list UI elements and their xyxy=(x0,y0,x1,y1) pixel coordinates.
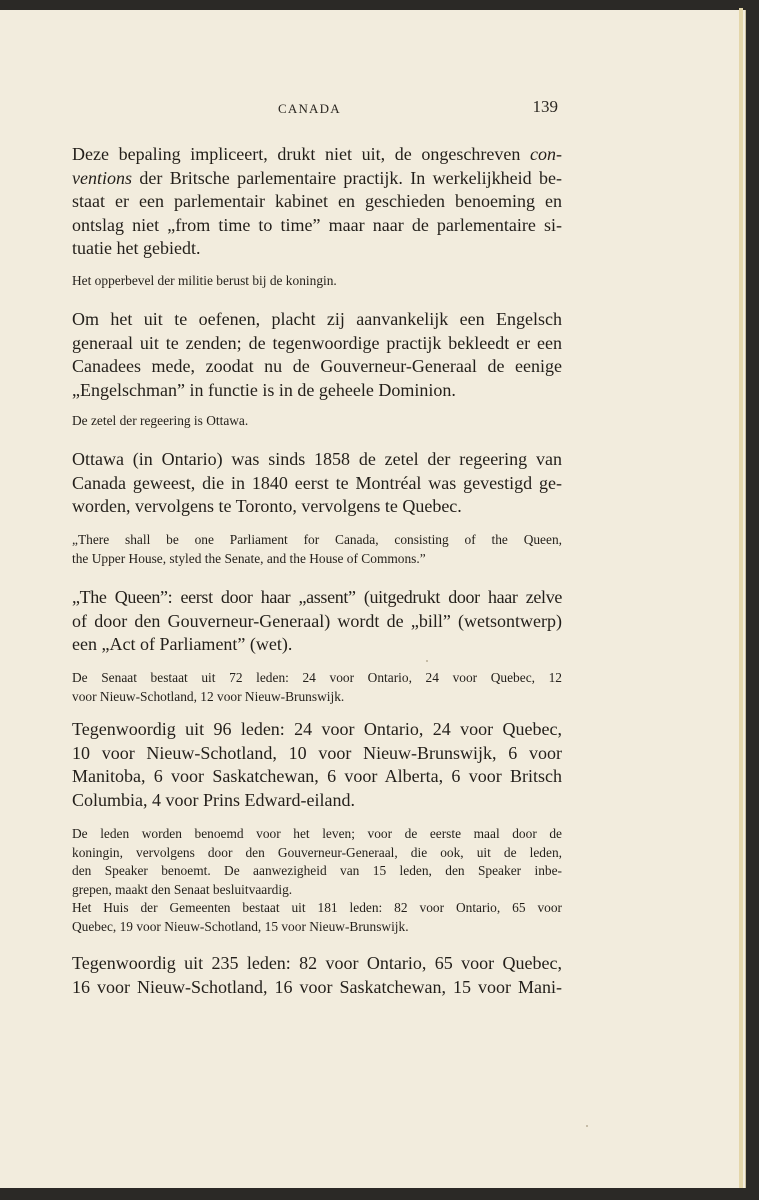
paper-speck xyxy=(586,1125,588,1127)
page-header xyxy=(72,97,562,119)
text-line: generaal uit te zenden; de tegenwoordige practijk bekleedt er een xyxy=(72,332,562,353)
running-head: CANADA xyxy=(278,101,341,116)
text-line: ontslag niet „from time to time” maar naar de parlementaire si- xyxy=(72,214,562,235)
text-line: worden, vervolgens te Toronto, vervolgens te Quebec. xyxy=(72,496,462,517)
text-line: Canadees mede, zoodat nu de Gouverneur-Generaal de eenige xyxy=(72,356,562,377)
paragraph-senate-members xyxy=(72,718,562,812)
paragraph-queen xyxy=(72,586,562,657)
text-line: 16 voor Nieuw-Schotland, 16 voor Saskatchewan, 15 voor Mani- xyxy=(72,976,562,997)
text-line: koningin, vervolgens door den Gouverneur-Generaal, die ook, uit de leden, xyxy=(72,844,562,860)
text-line: „There shall be one Parliament for Canada, consisting of the Queen, xyxy=(72,532,562,547)
text-line: 10 voor Nieuw-Schotland, 10 voor Nieuw-Brunswijk, 6 voor xyxy=(72,742,562,763)
paper-speck xyxy=(426,660,428,662)
article-militia xyxy=(72,272,562,291)
text-line: „The Queen”: eerst door haar „assent” (uitgedrukt door haar zelve xyxy=(72,587,562,607)
text-line: De zetel der regeering is Ottawa. xyxy=(72,413,249,428)
text-line: den Speaker benoemt. De aanwezigheid van 15 leden, den Speaker inbe- xyxy=(72,863,562,878)
text-line: Canada geweest, die in 1840 eerst te Montréal was gevestigd ge- xyxy=(72,472,562,493)
text-line: Columbia, 4 voor Prins Edward-eiland. xyxy=(72,789,355,810)
italic-term: con- xyxy=(530,144,562,164)
paragraph-house-members xyxy=(72,952,562,999)
paragraph-militia xyxy=(72,308,562,402)
text-line: grepen, maakt den Senaat besluitvaardig. xyxy=(72,881,293,897)
text-line: Quebec, 19 voor Nieuw-Schotland, 15 voor Nieuw-Brunswijk. xyxy=(72,918,409,934)
text-line: een „Act of Parliament” (wet). xyxy=(72,634,293,655)
text-line: Manitoba, 6 voor Saskatchewan, 6 voor Alberta, 6 voor Britsch xyxy=(72,766,562,787)
text-line: the Upper House, styled the Senate, and the House of Commons.” xyxy=(72,550,426,566)
text-line: of door den Gouverneur-Generaal) wordt de „bill” (wetsontwerp) xyxy=(72,610,562,631)
article-seat xyxy=(72,412,562,431)
paragraph-conventions xyxy=(72,143,562,261)
text-line: Om het uit te oefenen, placht zij aanvankelijk een Engelsch xyxy=(72,309,562,329)
text-line: De Senaat bestaat uit 72 leden: 24 voor Ontario, 24 voor Quebec, 12 xyxy=(72,670,562,685)
page-edge xyxy=(739,8,743,1188)
text-line: De leden worden benoemd voor het leven; voor de eerste maal door de xyxy=(72,826,562,841)
text-line: tuatie het gebiedt. xyxy=(72,238,201,259)
text-line: Het Huis der Gemeenten bestaat uit 181 leden: 82 voor Ontario, 65 voor xyxy=(72,900,562,915)
text-line: „Engelschman” in functie is in de geheele Dominion. xyxy=(72,379,456,400)
article-appointment-and-house xyxy=(72,825,562,936)
text-line: ventions der Britsche parlementaire practijk. In werkelijkheid be- xyxy=(72,167,562,188)
page-number: 139 xyxy=(532,97,558,116)
paragraph-ottawa xyxy=(72,448,562,519)
text-line: Deze bepaling impliceert, drukt niet uit, de ongeschreven con- xyxy=(72,144,562,164)
text-line: voor Nieuw-Schotland, 12 voor Nieuw-Brunswijk. xyxy=(72,688,345,704)
article-senate xyxy=(72,669,562,706)
text-line: Het opperbevel der militie berust bij de koningin. xyxy=(72,273,337,288)
article-parliament xyxy=(72,531,562,568)
text-line: Ottawa (in Ontario) was sinds 1858 de zetel der regeering van xyxy=(72,449,562,469)
text-line: staat er een parlementair kabinet en geschieden benoeming en xyxy=(72,191,562,212)
italic-term: ventions xyxy=(72,167,132,188)
text-line: Tegenwoordig uit 235 leden: 82 voor Ontario, 65 voor Quebec, xyxy=(72,953,562,973)
text-line: Tegenwoordig uit 96 leden: 24 voor Ontario, 24 voor Quebec, xyxy=(72,719,562,739)
